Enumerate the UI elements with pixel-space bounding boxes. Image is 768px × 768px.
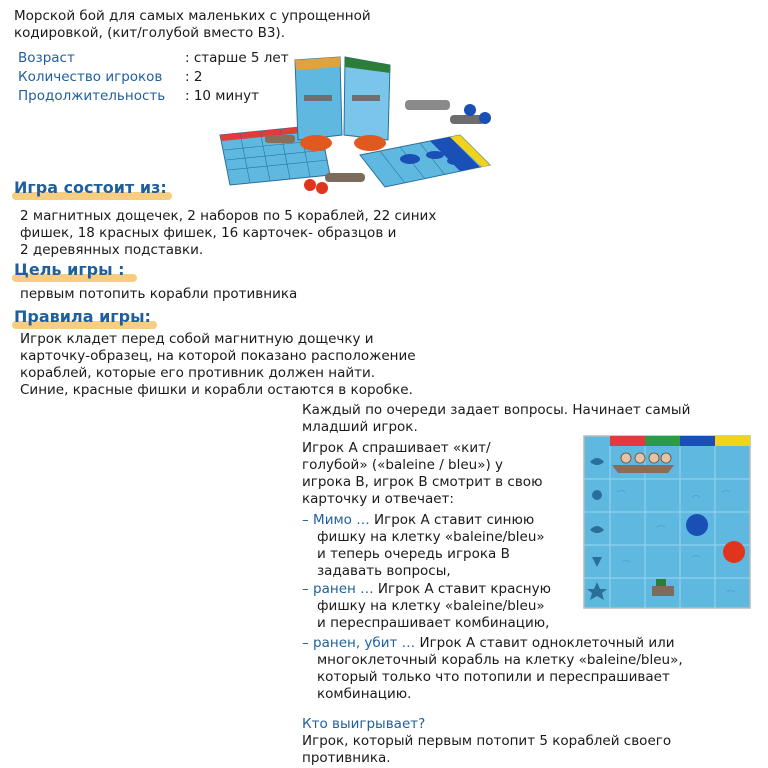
answer-sunk-line-4: комбинацию. — [317, 686, 412, 702]
contents-heading: Игра состоит из: — [14, 178, 167, 197]
answer-hit-line-3: и переспрашивает комбинацию, — [317, 615, 550, 631]
turns-line-2: младший игрок. — [302, 419, 418, 435]
contents-line-3: 2 деревянных подставки. — [20, 242, 204, 258]
answer-hit-text: Игрок А ставит красную — [373, 581, 551, 597]
answer-miss-keyword: Мимо … — [313, 512, 370, 528]
goal-heading: Цель игры : — [14, 260, 125, 279]
rules-line-2: карточку-образец, на которой показано расположение — [20, 348, 416, 364]
answer-miss-text: Игрок А ставит синюю — [369, 512, 535, 528]
answer-hit-keyword: ранен … — [313, 581, 374, 597]
goal-line-1: первым потопить корабли противника — [20, 286, 298, 302]
turns-line-1: Каждый по очереди задает вопросы. Начинает самый — [302, 402, 691, 418]
info-value-age: : старше 5 лет — [185, 50, 289, 66]
answer-sunk-keyword: ранен, убит … — [313, 635, 416, 651]
answer-miss-line-1 — [302, 512, 534, 529]
answer-miss-line-4: задавать вопросы, — [317, 563, 451, 579]
contents-line-2: фишек, 18 красных фишек, 16 карточек- образцов и — [20, 225, 397, 241]
info-value-players: : 2 — [185, 69, 203, 85]
answer-miss-line-2: фишку на клетку «baleine/bleu» — [317, 529, 545, 545]
answer-hit-line-2: фишку на клетку «baleine/bleu» — [317, 598, 545, 614]
info-label-age: Возраст — [18, 50, 75, 66]
intro-line-1: Морской бой для самых маленьких с упрощенной — [14, 8, 371, 24]
answer-sunk-line-3: который только что потопили и переспрашивает — [317, 669, 670, 685]
answer-hit-line-1 — [302, 581, 551, 598]
info-value-duration: : 10 минут — [185, 88, 259, 104]
ask-line-2: голубой» («baleine / bleu») у — [302, 457, 504, 473]
answer-miss-line-3: и теперь очередь игрока В — [317, 546, 510, 562]
sample-card-illustration — [582, 432, 752, 610]
winner-line-2: противника. — [302, 750, 391, 766]
ask-line-3: игрока В, игрок В смотрит в свою — [302, 474, 543, 490]
winner-heading: Кто выигрывает? — [302, 716, 426, 732]
answer-sunk-line-1 — [302, 635, 675, 652]
contents-line-1: 2 магнитных дощечек, 2 наборов по 5 кораблей, 22 синих — [20, 208, 437, 224]
rules-heading: Правила игры: — [14, 307, 151, 326]
winner-line-1: Игрок, который первым потопит 5 кораблей своего — [302, 733, 672, 749]
answer-dash: – — [302, 512, 309, 528]
ask-line-1: Игрок А спрашивает «кит/ — [302, 440, 491, 456]
answer-sunk-line-2: многоклеточный корабль на клетку «baleine/bleu», — [317, 652, 683, 668]
ask-line-4: карточку и отвечает: — [302, 491, 454, 507]
answer-dash: – — [302, 635, 309, 651]
answer-sunk-text: Игрок А ставит одноклеточный или — [415, 635, 675, 651]
rules-line-1: Игрок кладет перед собой магнитную дощечку и — [20, 331, 374, 347]
info-label-duration: Продолжительность — [18, 88, 166, 104]
rules-line-4: Синие, красные фишки и корабли остаются в коробке. — [20, 382, 413, 398]
answer-dash: – — [302, 581, 309, 597]
rules-line-3: кораблей, которые его противник должен найти. — [20, 365, 376, 381]
game-set-illustration — [210, 55, 510, 195]
intro-line-2: кодировкой, (кит/голубой вместо В3). — [14, 25, 285, 41]
info-label-players: Количество игроков — [18, 69, 163, 85]
